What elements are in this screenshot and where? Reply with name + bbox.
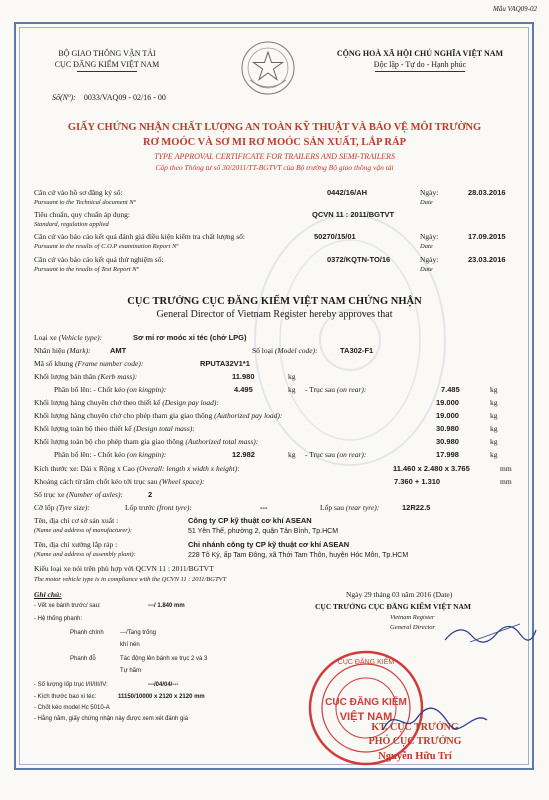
- axles-row: Số trục xe (Number of axles):: [34, 490, 123, 499]
- tyre-row: Cỡ lốp (Tyre size):: [34, 503, 90, 512]
- ref3-date: 17.09.2015: [468, 232, 506, 241]
- kingpin2-value: 12.982: [232, 450, 255, 459]
- approval-heading: CỤC TRƯỞNG CỤC ĐĂNG KIỂM VIỆT NAM CHỨNG NHẬN: [127, 296, 422, 307]
- manufacturer-address: 51 Yên Thế, phường 2, quận Tân Bình, Tp.HCM: [188, 528, 339, 535]
- note-annual-review: - Hằng năm, giấy chứng nhận này được xem xét đánh giá: [34, 716, 189, 722]
- ref2-label: Tiêu chuẩn, quy chuẩn áp dụng:: [34, 210, 130, 219]
- atm-value: 30.980: [436, 437, 459, 446]
- doc-number-label: Số(Nº):: [52, 93, 76, 102]
- plant-address: 228 Tô Ký, ấp Tam Đông, xã Thới Tam Thôn, huyện Hóc Môn, Tp.HCM: [188, 552, 409, 559]
- manufacturer-name: Công ty CP kỹ thuật cơ khí ASEAN: [188, 516, 312, 525]
- kerb-row: Khối lượng bản thân (Kerb mass):: [34, 372, 138, 381]
- brand-row: Nhãn hiệu (Mark):: [34, 346, 91, 355]
- model-row: Số loại (Model code):: [252, 346, 318, 355]
- apl-row: Khối lượng hàng chuyên chở cho phép tham gia giao thông (Authorized pay load):: [34, 411, 283, 420]
- certificate-title-en: TYPE APPROVAL CERTIFICATE FOR TRAILERS AND SEMI-TRAILERS: [154, 152, 395, 161]
- wheelbase-row: Khoảng cách từ tâm chốt kéo tới trục sau (Wheel space):: [34, 477, 205, 486]
- note-wheel-value: ---/ 1.840 mm: [148, 603, 185, 609]
- note-tyre-label: - Số lượng lốp trục I/II/III/IV:: [34, 682, 108, 688]
- rear2-value: 17.998: [436, 450, 459, 459]
- kt-title: KT. CỤC TRƯỞNG: [371, 722, 459, 733]
- handwritten-mark-icon: [440, 612, 540, 652]
- note-wheel-label: - Vết xe bánh trước/ sau:: [34, 603, 101, 609]
- note-main-brake-value: ---/Tang trống: [120, 630, 157, 636]
- document-number: [52, 93, 166, 102]
- rear-value: 7.485: [441, 385, 460, 394]
- note-main-brake-value2: khí nén: [120, 642, 140, 648]
- note-park-brake-value: Tác động lên bánh xe trục 2 và 3: [120, 656, 208, 662]
- dpl-row: Khối lượng hàng chuyên chở theo thiết kế (Design pay load):: [34, 398, 219, 407]
- country-header: [320, 48, 520, 72]
- dpl-unit: kg: [490, 398, 498, 407]
- note-brake-label: - Hệ thống phanh:: [34, 616, 83, 622]
- kerb-unit: kg: [288, 372, 296, 381]
- rear2-unit: kg: [490, 450, 498, 459]
- front-tyre-value: ---: [260, 503, 268, 512]
- country-name: CỘNG HOÀ XÃ HỘI CHỦ NGHĨA VIỆT NAM: [336, 49, 504, 58]
- dtm-value: 30.980: [436, 424, 459, 433]
- frame-row: Mã số khung (Frame number code):: [34, 359, 144, 368]
- dist2-row: Phân bố lên: - Chốt kéo (on kingpin):: [54, 450, 167, 459]
- ref2-value: QCVN 11 : 2011/BGTVT: [312, 210, 395, 219]
- seal-line1: CỤC ĐĂNG KIỂM: [325, 697, 407, 708]
- certificate-title: GIẤY CHỨNG NHẬN CHẤT LƯỢNG AN TOÀN KỸ THUẬT VÀ BẢO VỆ MÔI TRƯỜNG: [67, 122, 482, 133]
- ref1-date: 28.03.2016: [468, 188, 506, 197]
- signer-title-en2: General Director: [390, 624, 436, 631]
- ministry-name: BỘ GIAO THÔNG VẬN TẢI: [58, 49, 156, 58]
- ref3-value: 50270/15/01: [314, 232, 356, 241]
- compliance-text-en: The motor vehicle type is in compliance with the QCVN 11 : 2011/BGTVT: [34, 576, 227, 583]
- certificate-subtitle: RƠ MOÓC VÀ SƠ MI RƠ MOÓC SẢN XUẤT, LẮP RÁP: [143, 137, 406, 148]
- model-value: TA302-F1: [340, 346, 374, 355]
- national-emblem-icon: [240, 40, 296, 96]
- doc-number-value: 0033/VAQ09 - 02/16 - 00: [83, 93, 166, 102]
- frame-value: RPUTA32V1*1: [200, 359, 250, 368]
- vehicle-type-row: Loại xe (Vehicle type):: [34, 333, 103, 342]
- brand-value: AMT: [110, 346, 127, 355]
- axles-value: 2: [148, 490, 153, 499]
- ref1-date-label: Ngày:: [420, 188, 439, 197]
- legal-basis: Cấp theo Thông tư số 30/2011/TT-BGTVT của Bộ trưởng Bộ giao thông vận tải: [155, 163, 394, 172]
- plant-label: Tên, địa chỉ xưởng lắp ráp :: [34, 540, 118, 549]
- note-park-brake-value2: Tự hãm: [120, 668, 142, 674]
- ref4-label: Căn cứ vào báo cáo kết quả thử nghiệm số:: [34, 255, 164, 264]
- rear-tyre-value: 12R22.5: [402, 503, 431, 512]
- manufacturer-label-en: (Name and address of manufacturer):: [34, 527, 133, 534]
- signature-icon: [375, 700, 495, 740]
- dtm-row: Khối lượng toàn bộ theo thiết kế (Design total mass):: [34, 424, 195, 433]
- dimensions-unit: mm: [500, 464, 512, 473]
- atm-unit: kg: [490, 437, 498, 446]
- signer-title: CỤC TRƯỞNG CỤC ĐĂNG KIỂM VIỆT NAM: [315, 602, 471, 611]
- ref1-label-en: Pursuant to the Technical document Nº: [34, 199, 136, 206]
- note-tank-label: - Kích thước bao xi téc:: [34, 694, 97, 700]
- ref4-date-label: Ngày:: [420, 255, 439, 264]
- dimensions-row: Kích thước xe: Dài x Rộng x Cao (Overall: length x width x height):: [34, 464, 240, 473]
- ref4-date: 23.03.2016: [468, 255, 506, 264]
- front-tyre-row: Lốp trước (front tyre):: [125, 503, 192, 512]
- ref1-date-label-en: Date: [420, 199, 433, 206]
- plant-label-en: (Name and address of assembly plant):: [34, 551, 136, 558]
- ref1-label: Căn cứ vào hồ sơ đăng ký số:: [34, 188, 123, 197]
- dist1-row: Phân bố lên: - Chốt kéo (on kingpin):: [54, 385, 167, 394]
- kingpin-value: 4.495: [234, 385, 253, 394]
- signer-title-en1: Vietnam Register: [390, 614, 435, 621]
- note-main-brake-label: Phanh chính: [70, 630, 104, 636]
- notes-title: Ghi chú:: [34, 590, 62, 599]
- seal-line2: VIỆT NAM: [339, 711, 393, 723]
- note-tyre-value: ---/04/04/---: [148, 682, 179, 688]
- apl-unit: kg: [490, 411, 498, 420]
- deputy-title: PHÓ CỤC TRƯỞNG: [368, 736, 462, 747]
- dimensions-value: 11.460 x 2.480 x 3.765: [393, 464, 470, 473]
- seal-outer-text: CỤC ĐĂNG KIỂM: [337, 659, 395, 666]
- approval-heading-en: General Director of Vietnam Register hereby approves that: [156, 309, 393, 320]
- signer-name: Nguyễn Hữu Trí: [378, 751, 452, 762]
- note-park-brake-label: Phanh đỗ: [70, 656, 96, 662]
- rear-tyre-row: Lốp sau (rear tyre):: [320, 503, 380, 512]
- issuer-header: [22, 48, 192, 72]
- dpl-value: 19.000: [436, 398, 459, 407]
- ref2-label-en: Standard, regulation applied: [34, 221, 109, 228]
- dtm-unit: kg: [490, 424, 498, 433]
- rear-row: - Trục sau (on rear):: [305, 385, 367, 394]
- apl-value: 19.000: [436, 411, 459, 420]
- sign-date: Ngày 29 tháng 03 năm 2016 (Date): [346, 590, 453, 599]
- ref3-label: Căn cứ vào báo cáo kết quả đánh giá điều kiện kiểm tra chất lượng số:: [34, 232, 245, 241]
- ref4-date-label-en: Date: [420, 266, 433, 273]
- ref3-date-label: Ngày:: [420, 232, 439, 241]
- wheelbase-unit: mm: [500, 477, 512, 486]
- ref3-date-label-en: Date: [420, 243, 433, 250]
- wheelbase-value: 7.360 + 1.310: [394, 477, 441, 486]
- ref1-value: 0442/16/AH: [327, 188, 368, 197]
- ref4-label-en: Pursuant to the results of Test Report Nº: [34, 266, 139, 273]
- vehicle-type-value: Sơ mi rơ moóc xi téc (chở LPG): [133, 333, 247, 342]
- form-code: Mẫu VAQ09-02: [493, 5, 537, 13]
- manufacturer-label: Tên, địa chỉ cơ sở sản xuất :: [34, 516, 119, 525]
- compliance-text: Kiểu loại xe nói trên phù hợp với QCVN 11 : 2011/BGTVT: [34, 564, 214, 573]
- plant-name: Chi nhánh công ty CP kỹ thuật cơ khí ASEAN: [188, 540, 350, 549]
- kerb-value: 11.980: [232, 372, 255, 381]
- note-kingpin: - Chốt kéo model Hc 5010-A: [34, 705, 110, 711]
- ref4-value: 0372/KQTN-TO/16: [327, 255, 391, 264]
- rear-unit: kg: [490, 385, 498, 394]
- atm-row: Khối lượng toàn bộ cho phép tham gia giao thông (Authorized total mass):: [34, 437, 259, 446]
- rear2-row: - Trục sau (on rear):: [305, 450, 367, 459]
- kingpin-unit: kg: [288, 385, 296, 394]
- note-tank-value: 11150/10000 x 2120 x 2120 mm: [118, 694, 205, 700]
- ref3-label-en: Pursuant to the results of C.O.P examination Report Nº: [34, 243, 179, 250]
- kingpin2-unit: kg: [288, 450, 296, 459]
- department-name: CỤC ĐĂNG KIỂM VIỆT NAM: [54, 60, 160, 69]
- motto: Độc lập - Tự do - Hạnh phúc: [373, 60, 467, 69]
